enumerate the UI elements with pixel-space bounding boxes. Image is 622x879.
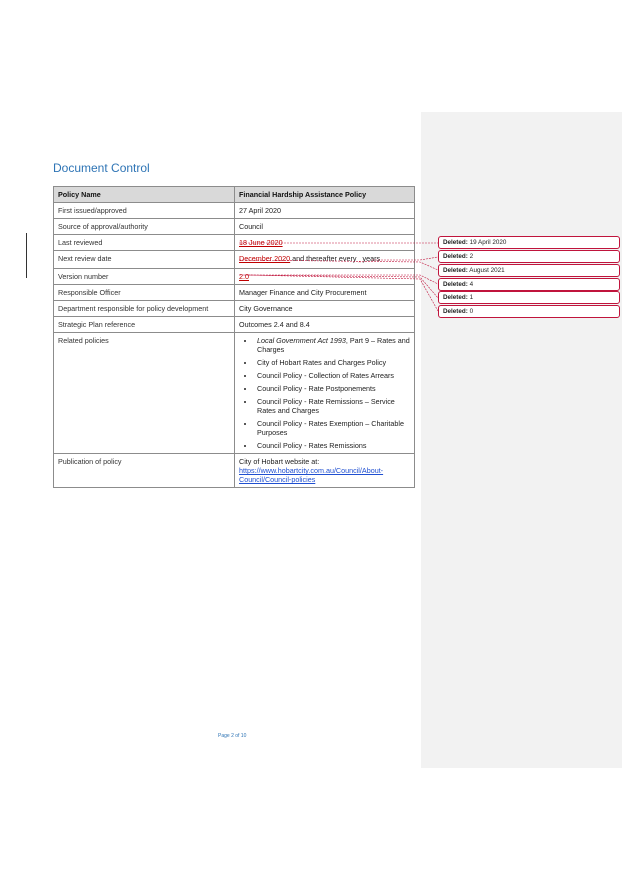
list-item: • Council Policy - Rate Postponements: [255, 384, 410, 393]
leader-line: [372, 257, 438, 260]
deleted-label: Deleted:: [443, 308, 468, 315]
deleted-label: Deleted:: [443, 294, 468, 301]
related-label: Related policies: [54, 333, 235, 454]
publication-value: City of Hobart website at:: [239, 457, 320, 466]
strategic-label: Strategic Plan reference: [54, 317, 235, 333]
deleted-text: August 2021: [469, 267, 505, 274]
department-value: City Governance: [235, 301, 415, 317]
next-review-label: Next review date: [54, 251, 235, 269]
policy-name-value: Financial Hardship Assistance Policy: [235, 187, 415, 203]
deleted-label: Deleted:: [443, 267, 468, 274]
leader-line: [248, 275, 438, 311]
deleted-comment[interactable]: [438, 291, 620, 304]
list-item: • City of Hobart Rates and Charges Policy: [255, 358, 410, 367]
deleted-label: Deleted:: [443, 239, 468, 246]
list-item: • Council Policy - Rates Remissions: [255, 441, 410, 450]
next-review-inserted: December 2020: [239, 254, 291, 263]
officer-value: Manager Finance and City Procurement: [235, 285, 415, 301]
act-rest: , Part 9 – Rates and Charges: [257, 336, 410, 354]
list-item: • Council Policy - Rate Remissions – Service Rates and Charges: [255, 397, 410, 415]
last-reviewed-value: 18 June 2020: [239, 238, 283, 247]
deleted-text: 2: [469, 253, 474, 260]
last-reviewed-label: Last reviewed: [54, 235, 235, 251]
officer-label: Responsible Officer: [54, 285, 235, 301]
leader-line: [239, 260, 438, 270]
deleted-comment[interactable]: [438, 305, 620, 318]
first-issued-label: First issued/approved: [54, 203, 235, 219]
policies-link[interactable]: https://www.hobartcity.com.au/Council/About-Council/Council-policies: [239, 466, 384, 484]
act-title: Local Government Act 1993: [257, 336, 346, 345]
policy-name-label: Policy Name: [54, 187, 235, 203]
deleted-comment[interactable]: [438, 236, 620, 249]
version-value: 2.0: [239, 272, 249, 281]
deleted-text: 4: [469, 281, 474, 288]
first-issued-value: 27 April 2020: [235, 203, 415, 219]
page-number: Page 2 of 10: [218, 733, 247, 739]
deleted-comment[interactable]: [438, 278, 620, 291]
deleted-text: 19 April 2020: [469, 239, 507, 246]
deleted-comment[interactable]: [438, 264, 620, 277]
deletion-caret: ‸: [358, 257, 361, 263]
deleted-text: 1: [469, 294, 474, 301]
list-item: • Council Policy - Collection of Rates Arrears: [255, 371, 410, 380]
publication-label: Publication of policy: [54, 454, 235, 488]
deleted-label: Deleted:: [443, 281, 468, 288]
source-value: Council: [235, 219, 415, 235]
section-heading: Document Control: [53, 161, 150, 175]
strategic-value: Outcomes 2.4 and 8.4: [235, 317, 415, 333]
deleted-comment[interactable]: [438, 250, 620, 263]
deleted-label: Deleted:: [443, 253, 468, 260]
next-review-text-b: years: [360, 254, 381, 263]
deleted-text: 0: [469, 308, 474, 315]
next-review-text-a: and thereafter every: [290, 254, 359, 263]
source-label: Source of approval/authority: [54, 219, 235, 235]
list-item: • Council Policy - Rates Exemption – Charitable Purposes: [255, 419, 410, 437]
department-label: Department responsible for policy development: [54, 301, 235, 317]
version-label: Version number: [54, 269, 235, 285]
